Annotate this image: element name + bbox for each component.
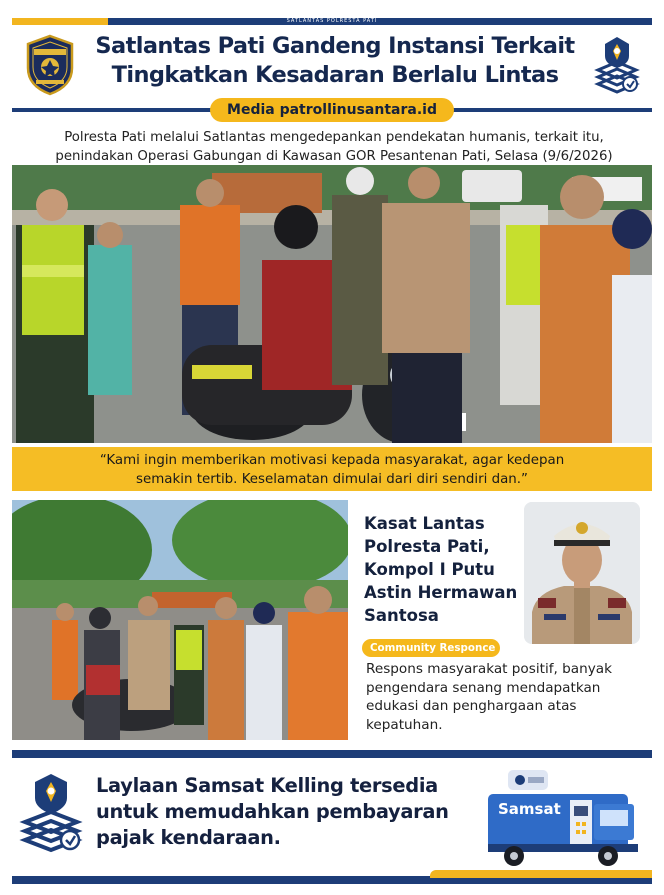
- kasat-portrait: [524, 502, 640, 644]
- headline-line-1: Satlantas Pati Gandeng Instansi Terkait: [95, 33, 575, 59]
- quote-line-2: semakin tertib. Keselamatan dimulai dari diri sendiri dan.”: [136, 472, 528, 487]
- lead-line-1: Polresta Pati melalui Satlantas mengedepankan pendekatan humanis, terkait itu,: [64, 130, 604, 145]
- kasat-name-line-1: Kasat Lantas: [364, 514, 485, 533]
- kasat-name-line-3: Kompol I Putu: [364, 560, 495, 579]
- response-line-4: kepatuhan.: [366, 716, 443, 733]
- response-line-2: pengendara senang mendapatkan: [366, 679, 601, 696]
- bottom-band-accent: [430, 870, 652, 878]
- bottom-rule: [12, 750, 652, 758]
- samsat-van-illustration: [478, 768, 648, 868]
- response-line-1: Respons masyarakat positif, banyak: [366, 661, 612, 677]
- community-response-text: [366, 660, 646, 734]
- top-tiny-caption: SATLANTAS POLRESTA PATI: [286, 18, 378, 24]
- kasat-name-line-4: Astin Hermawan: [364, 583, 518, 602]
- samsat-van-label: Samsat: [498, 800, 561, 818]
- kasat-name-line-5: Santosa: [364, 606, 439, 625]
- photo-traffic-operation: [12, 165, 652, 443]
- samsat-logo-icon: [18, 770, 84, 856]
- samsat-line-3: pajak kendaraan.: [96, 826, 281, 849]
- police-emblem-icon: [24, 34, 76, 96]
- samsat-line-1: Laylaan Samsat Kelling tersedia: [96, 774, 438, 797]
- quote-banner: [12, 447, 652, 491]
- samsat-line-2: untuk memudahkan pembayaran: [96, 800, 449, 823]
- top-rule: [12, 18, 652, 25]
- community-response-label: Community Responce: [362, 639, 500, 657]
- headline: [88, 32, 582, 90]
- bottom-band: [12, 876, 652, 884]
- header: [12, 30, 652, 100]
- kasat-name-line-2: Polresta Pati,: [364, 537, 490, 556]
- quote-line-1: “Kami ingin memberikan motivasi kepada masyarakat, agar kedepan: [99, 453, 565, 468]
- kasat-name-block: [364, 512, 524, 627]
- lead-line-2: penindakan Operasi Gabungan di Kawasan GOR Pesantenan Pati, Selasa (9/6/2026): [55, 149, 613, 164]
- media-source-badge: Media patrollinusantara.id: [210, 98, 454, 122]
- headline-line-2: Tingkatkan Kesadaran Berlalu Lintas: [111, 62, 559, 88]
- lead-paragraph: [22, 128, 646, 166]
- samsat-emblem-icon: [592, 34, 642, 94]
- samsat-service-text: [96, 773, 476, 851]
- response-line-3: edukasi dan penghargaan atas: [366, 698, 577, 714]
- photo-group-outdoor: [12, 500, 348, 740]
